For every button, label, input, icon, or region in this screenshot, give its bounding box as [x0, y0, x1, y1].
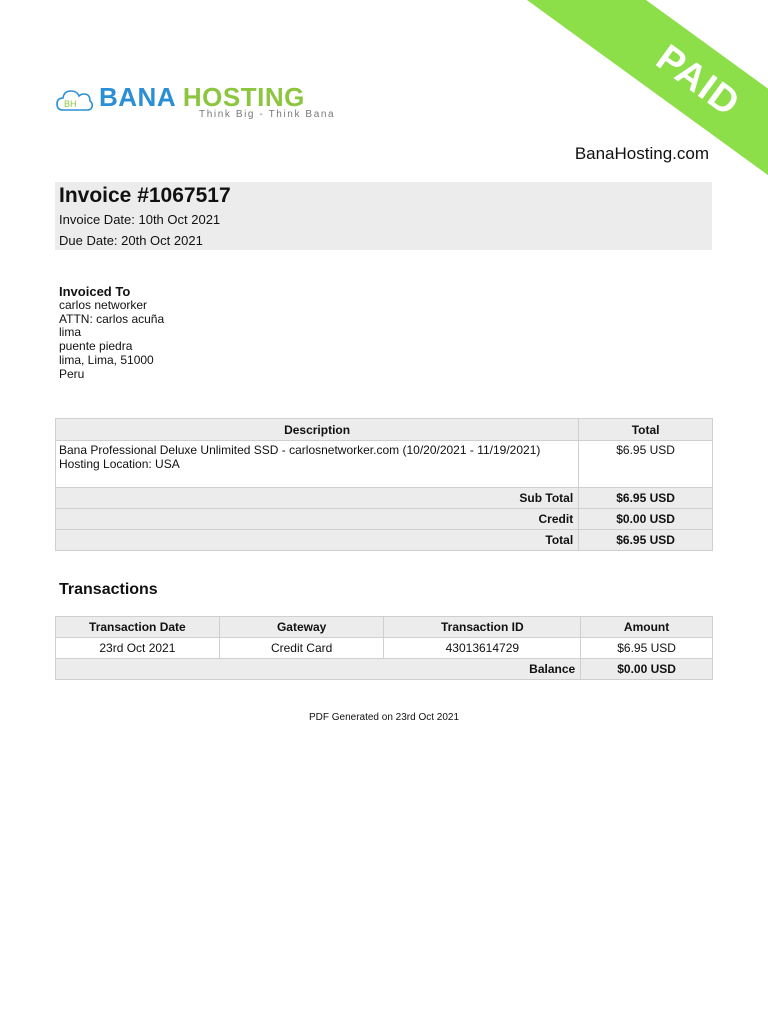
- credit-label: Credit: [56, 509, 579, 530]
- transactions-heading: Transactions: [59, 581, 158, 598]
- transaction-amount: $6.95 USD: [581, 638, 713, 659]
- item-description-line: Bana Professional Deluxe Unlimited SSD - carlosnetworker.com (10/20/2021 - 11/19/2021): [59, 443, 541, 457]
- company-tagline: Think Big - Think Bana: [199, 109, 336, 120]
- transaction-gateway: Credit Card: [219, 638, 384, 659]
- table-header-row: [56, 617, 713, 638]
- invoice-items-table: [55, 418, 713, 551]
- balance-row: [56, 659, 713, 680]
- company-logo: [55, 82, 335, 120]
- column-header-transaction-id: Transaction ID: [384, 617, 581, 638]
- paid-ribbon: [508, 0, 768, 200]
- invoice-header-box: [55, 182, 712, 250]
- subtotal-row: [56, 488, 713, 509]
- pdf-generated-note: PDF Generated on 23rd Oct 2021: [308, 712, 460, 723]
- paid-badge: [524, 0, 768, 200]
- table-header-row: [56, 419, 713, 441]
- table-row: [56, 441, 713, 488]
- total-value: $6.95 USD: [579, 530, 713, 551]
- column-header-total: Total: [579, 419, 713, 441]
- column-header-transaction-date: Transaction Date: [56, 617, 220, 638]
- subtotal-value: $6.95 USD: [579, 488, 713, 509]
- table-row: [56, 638, 713, 659]
- item-location-line: Hosting Location: USA: [59, 457, 180, 471]
- item-amount: $6.95 USD: [579, 441, 713, 488]
- total-label: Total: [56, 530, 579, 551]
- address-line: carlos networker: [59, 297, 148, 312]
- transaction-date: 23rd Oct 2021: [56, 638, 220, 659]
- balance-label: Balance: [56, 659, 581, 680]
- invoice-title: Invoice #1067517: [59, 184, 231, 207]
- company-website: BanaHosting.com: [574, 144, 709, 163]
- company-name-hosting: HOSTING: [182, 82, 305, 112]
- company-name-bana: BANA: [99, 82, 176, 112]
- cloud-logo-icon: [55, 86, 93, 116]
- column-header-gateway: Gateway: [219, 617, 384, 638]
- total-row: [56, 530, 713, 551]
- transaction-id: 43013614729: [384, 638, 581, 659]
- invoiced-to-heading: Invoiced To: [59, 284, 131, 299]
- invoice-date: Invoice Date: 10th Oct 2021: [59, 212, 221, 227]
- address-line: Peru: [59, 366, 85, 381]
- column-header-amount: Amount: [581, 617, 713, 638]
- transactions-table: [55, 616, 713, 680]
- address-line: lima: [59, 325, 82, 340]
- address-line: puente piedra: [59, 339, 133, 354]
- subtotal-label: Sub Total: [56, 488, 579, 509]
- item-description: [56, 441, 579, 488]
- credit-row: [56, 509, 713, 530]
- address-line: ATTN: carlos acuña: [59, 311, 165, 326]
- invoiced-to-block: [59, 285, 164, 382]
- credit-value: $0.00 USD: [579, 509, 713, 530]
- column-header-description: Description: [56, 419, 579, 441]
- logo-mark-text: BH: [64, 99, 77, 109]
- invoice-due-date: Due Date: 20th Oct 2021: [59, 233, 203, 248]
- address-line: lima, Lima, 51000: [59, 352, 154, 367]
- balance-value: $0.00 USD: [581, 659, 713, 680]
- company-name: [99, 82, 335, 112]
- paid-badge-label: PAID: [648, 36, 748, 125]
